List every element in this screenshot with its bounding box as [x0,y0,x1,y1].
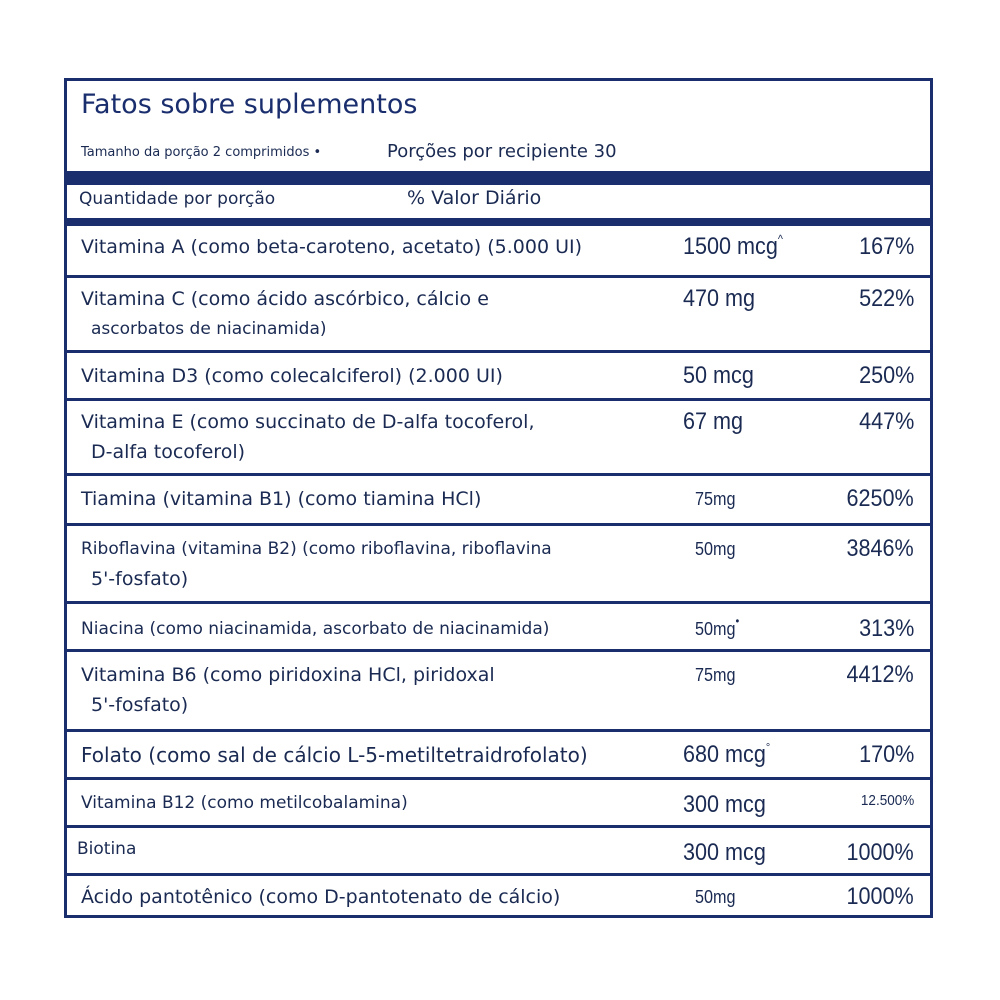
nutrient-amount: 300 mcg [683,791,766,818]
daily-value: 4412% [846,661,914,688]
nutrient-row [67,652,930,732]
nutrient-amount: 470 mg [683,285,756,312]
daily-value: 250% [858,362,914,389]
daily-value: 1000% [846,839,914,866]
nutrient-name-line: D-alfa tocoferol) [91,441,246,463]
daily-value: 170% [858,741,914,768]
nutrient-row [67,780,930,828]
daily-value-header: % Valor Diário [407,187,542,209]
daily-value: 12.500% [860,792,914,809]
nutrient-row [67,604,930,652]
nutrient-amount: 67 mg [683,408,744,435]
nutrient-name-line: Vitamina B6 (como piridoxina HCl, piridoxal [81,664,495,686]
nutrient-name-line: Vitamina C (como ácido ascórbico, cálcio e [81,288,489,310]
amount-value: 680 mcg [683,741,766,768]
nutrient-name-line: Riboflavina (vitamina B2) (como riboflavina, riboflavina [81,539,552,559]
nutrient-amount [683,232,783,262]
nutrient-name-line: Vitamina A (como beta-caroteno, acetato) (5.000 UI) [81,236,583,258]
nutrient-row [67,732,930,780]
daily-value: 522% [858,285,914,312]
thick-divider-top [67,171,930,185]
nutrient-row [67,278,930,353]
nutrient-name-line: 5'-fosfato) [91,568,189,590]
serving-size: Tamanho da porção 2 comprimidos • [81,145,322,160]
daily-value: 447% [858,408,914,435]
thick-divider-header [67,218,930,226]
daily-value: 3846% [846,535,914,562]
nutrient-amount: 75mg [695,489,736,509]
nutrient-name-line: 5'-fosfato) [91,694,189,716]
supplement-facts-panel [64,78,933,918]
nutrient-name-line: Vitamina E (como succinato de D-alfa tocoferol, [81,411,535,433]
daily-value: 6250% [846,485,914,512]
nutrient-name [81,534,641,594]
footnote-mark: ^ [777,232,783,246]
nutrient-row [67,476,930,526]
nutrient-name [81,232,641,262]
daily-value: 1000% [846,883,914,910]
nutrient-name: Vitamina D3 (como colecalciferol) (2.000 UI) [81,365,503,387]
panel-title: Fatos sobre suplementos [81,89,418,120]
nutrient-amount: 300 mcg [683,839,766,866]
nutrient-row [67,876,930,918]
nutrient-name: Ácido pantotênico (como D-pantotenato de cálcio) [81,886,561,908]
nutrient-amount [695,614,739,644]
nutrient-row [67,226,930,278]
nutrient-name: Niacina (como niacinamida, ascorbato de niacinamida) [81,619,550,639]
nutrient-row [67,828,930,876]
nutrient-amount: 50mg [695,539,736,559]
nutrient-amount: 50mg [695,887,736,907]
nutrient-amount: 50 mcg [683,362,754,389]
nutrient-row [67,353,930,401]
nutrient-name: Vitamina B12 (como metilcobalamina) [81,793,408,813]
nutrient-name [81,407,641,467]
nutrient-name: Folato (como sal de cálcio L-5-metiltetraidrofolato) [81,743,588,767]
nutrient-name: Tiamina (vitamina B1) (como tiamina HCl) [81,488,482,510]
nutrient-amount [683,740,770,770]
nutrient-amount: 75mg [695,665,736,685]
amount-per-serving-header: Quantidade por porção [79,189,276,209]
nutrient-name [81,284,641,344]
servings-per-container: Porções por recipiente 30 [387,141,617,162]
amount-value: 1500 mcg [683,233,778,260]
nutrient-row [67,526,930,604]
nutrient-name-line: ascorbatos de niacinamida) [91,319,327,339]
footnote-mark: ° [765,740,771,754]
footnote-mark: • [735,614,740,628]
nutrient-name: Biotina [77,839,137,859]
daily-value: 167% [858,233,914,260]
daily-value: 313% [858,615,914,642]
amount-value: 50mg [695,619,736,639]
nutrient-name [81,660,641,720]
nutrient-row [67,401,930,476]
